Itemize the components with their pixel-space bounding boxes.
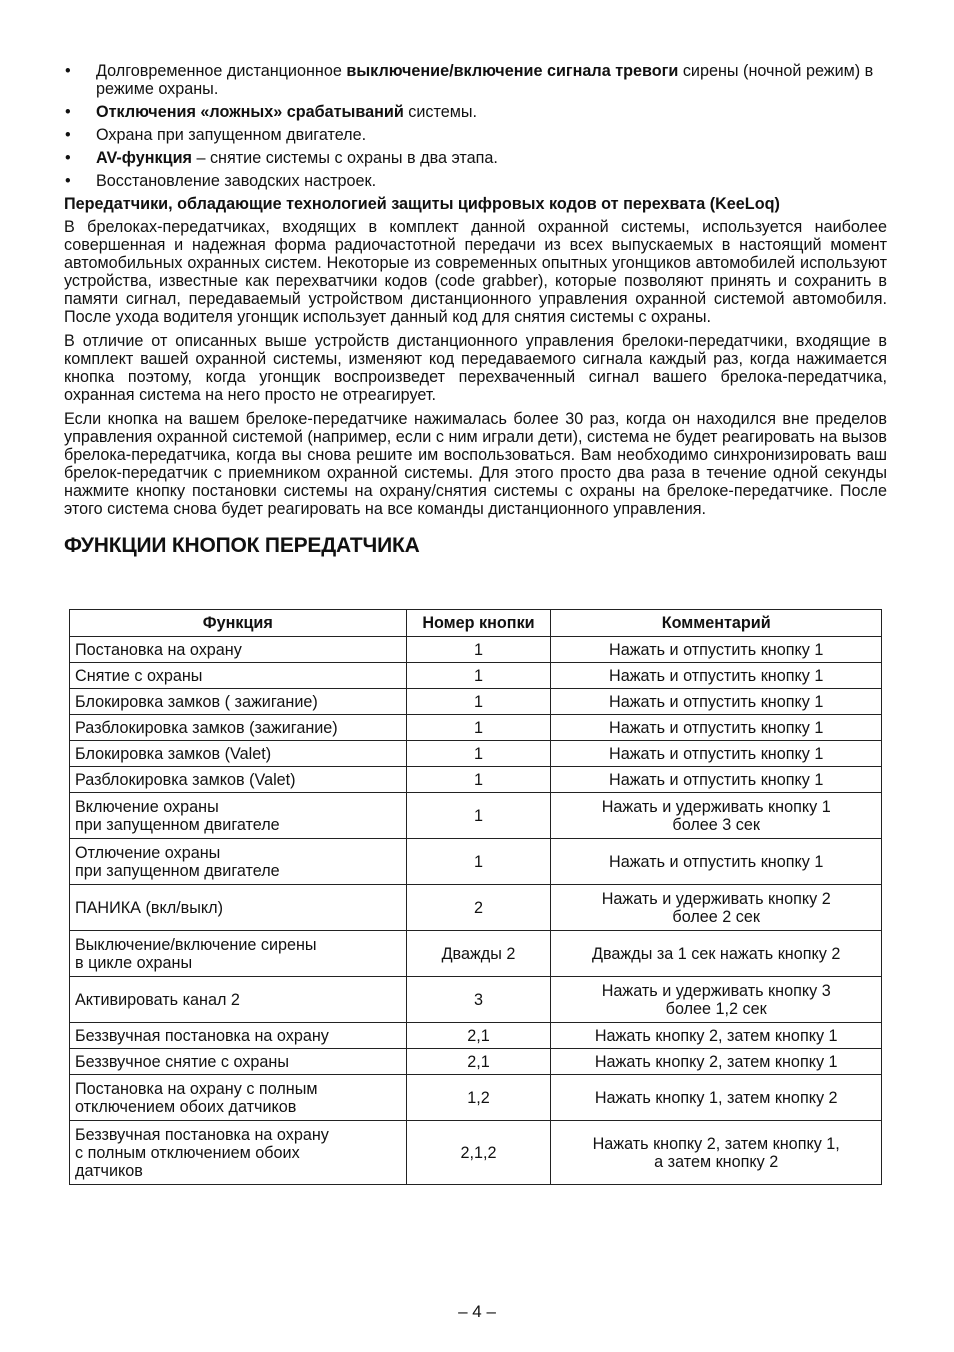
cell-comment: Нажать и отпустить кнопку 1 bbox=[551, 637, 882, 663]
cell-function: ПАНИКА (вкл/выкл) bbox=[70, 885, 407, 931]
cell-comment: Нажать и удерживать кнопку 3 более 1,2 сек bbox=[551, 977, 882, 1023]
cell-comment: Дважды за 1 сек нажать кнопку 2 bbox=[551, 931, 882, 977]
section-title: ФУНКЦИИ КНОПОК ПЕРЕДАТЧИКА bbox=[64, 534, 420, 557]
cell-button-number: 1 bbox=[406, 637, 551, 663]
cell-comment: Нажать и удерживать кнопку 2 более 2 сек bbox=[551, 885, 882, 931]
keeloq-subheading: Передатчики, обладающие технологией защиты цифровых кодов от перехвата (KeeLoq) bbox=[64, 195, 780, 213]
cell-button-number: 3 bbox=[406, 977, 551, 1023]
cell-function: Беззвучное снятие с охраны bbox=[70, 1049, 407, 1075]
table-row bbox=[70, 977, 882, 1023]
table-row bbox=[70, 1075, 882, 1121]
feature-list bbox=[64, 62, 887, 190]
header-function: Функция bbox=[70, 610, 407, 637]
cell-function: Беззвучная постановка на охрану bbox=[70, 1023, 407, 1049]
table-row bbox=[70, 715, 882, 741]
paragraph-keeloq-intro: В брелоках-передатчиках, входящих в комплект данной охранной системы, используется наиболее совершенная и надежная форма радиочастотной передачи из всех выпускаемых в настоящий момент автомобильных охранных систем. Некоторые из современных опытных угонщиков автомобилей используют устройства, известные как перехватчики кодов (code grabber), которые позволяют принять и сохранить в памяти сигнал, передаваемый устройством дистанционного управления охранной системой автомобиля. После ухода водителя угонщик использует данный код для снятия системы с охраны. bbox=[64, 218, 887, 326]
cell-button-number: Дважды 2 bbox=[406, 931, 551, 977]
cell-comment: Нажать и отпустить кнопку 1 bbox=[551, 689, 882, 715]
list-item: • Восстановление заводских настроек. bbox=[65, 172, 377, 190]
cell-comment: Нажать и отпустить кнопку 1 bbox=[551, 663, 882, 689]
list-item: • Долговременное дистанционное выключение/включение сигнала тревоги сирены (ночной режим) в режиме охраны. bbox=[65, 62, 874, 98]
table-row bbox=[70, 931, 882, 977]
bullet-icon: • bbox=[65, 62, 71, 80]
cell-button-number: 1 bbox=[406, 663, 551, 689]
cell-comment: Нажать кнопку 2, затем кнопку 1 bbox=[551, 1023, 882, 1049]
cell-function: Включение охраны при запущенном двигателе bbox=[70, 793, 407, 839]
table-row bbox=[70, 1049, 882, 1075]
cell-comment: Нажать и отпустить кнопку 1 bbox=[551, 767, 882, 793]
document-page bbox=[64, 62, 887, 566]
cell-function: Снятие с охраны bbox=[70, 663, 407, 689]
cell-button-number: 2 bbox=[406, 885, 551, 931]
table-body bbox=[70, 637, 882, 1185]
bullet-icon: • bbox=[65, 172, 71, 190]
bullet-icon: • bbox=[65, 149, 71, 167]
header-comment: Комментарий bbox=[551, 610, 882, 637]
cell-function: Беззвучная постановка на охрану с полным отключением обоих датчиков bbox=[70, 1121, 407, 1185]
paragraph-synchronization: Если кнопка на вашем брелоке-передатчике нажималась более 30 раз, когда он находился вне пределов управления охранной системой (например, если с ним играли дети), система не будет реагировать на вызов брелока-передатчика, когда вы снова решите им воспользоваться. Вам необходимо синхронизировать ваш брелок-передатчик с приемником охранной системы. Для этого просто два раза в течение одной секунды нажмите кнопку постановки системы на охрану/снятия системы с охраны на брелоке-передатчике. После этого система снова будет реагировать на все команды дистанционного управления. bbox=[64, 410, 887, 518]
cell-function: Разблокировка замков (зажигание) bbox=[70, 715, 407, 741]
cell-comment: Нажать и отпустить кнопку 1 bbox=[551, 839, 882, 885]
table-row bbox=[70, 767, 882, 793]
cell-comment: Нажать кнопку 2, затем кнопку 1, а затем кнопку 2 bbox=[551, 1121, 882, 1185]
cell-button-number: 2,1 bbox=[406, 1023, 551, 1049]
cell-function: Отлючение охраны при запущенном двигателе bbox=[70, 839, 407, 885]
cell-comment: Нажать кнопку 2, затем кнопку 1 bbox=[551, 1049, 882, 1075]
cell-button-number: 1 bbox=[406, 741, 551, 767]
table-row bbox=[70, 839, 882, 885]
table-header-row bbox=[70, 610, 882, 637]
list-item: • Отключения «ложных» срабатываний системы. bbox=[65, 103, 478, 121]
bullet-icon: • bbox=[65, 126, 71, 144]
cell-comment: Нажать и отпустить кнопку 1 bbox=[551, 715, 882, 741]
cell-function: Активировать канал 2 bbox=[70, 977, 407, 1023]
cell-button-number: 1 bbox=[406, 715, 551, 741]
list-item: • AV-функция – снятие системы с охраны в два этапа. bbox=[65, 149, 498, 167]
list-item: • Охрана при запущенном двигателе. bbox=[65, 126, 367, 144]
cell-function: Постановка на охрану с полным отключением обоих датчиков bbox=[70, 1075, 407, 1121]
cell-function: Блокировка замков (Valet) bbox=[70, 741, 407, 767]
table-row bbox=[70, 1121, 882, 1185]
table-row bbox=[70, 663, 882, 689]
cell-comment: Нажать кнопку 1, затем кнопку 2 bbox=[551, 1075, 882, 1121]
cell-button-number: 1,2 bbox=[406, 1075, 551, 1121]
page-number: – 4 – bbox=[458, 1302, 496, 1321]
cell-function: Постановка на охрану bbox=[70, 637, 407, 663]
cell-button-number: 1 bbox=[406, 767, 551, 793]
table-row bbox=[70, 637, 882, 663]
cell-button-number: 2,1,2 bbox=[406, 1121, 551, 1185]
cell-comment: Нажать и удерживать кнопку 1 более 3 сек bbox=[551, 793, 882, 839]
header-button-number: Номер кнопки bbox=[406, 610, 551, 637]
button-functions-table bbox=[69, 609, 882, 1185]
cell-function: Выключение/включение сирены в цикле охраны bbox=[70, 931, 407, 977]
cell-function: Блокировка замков ( зажигание) bbox=[70, 689, 407, 715]
paragraph-rolling-code: В отличие от описанных выше устройств дистанционного управления брелоки-передатчики, входящие в комплект вашей охранной системы, изменяют код передаваемого сигнала каждый раз, когда нажимается кнопка поэтому, когда угонщик воспроизведет перехваченный сигнал вашего брелока-передатчика, охранная система на него просто не отреагирует. bbox=[64, 332, 887, 404]
table-row bbox=[70, 741, 882, 767]
cell-button-number: 1 bbox=[406, 793, 551, 839]
table-row bbox=[70, 689, 882, 715]
cell-function: Разблокировка замков (Valet) bbox=[70, 767, 407, 793]
bullet-icon: • bbox=[65, 103, 71, 121]
cell-button-number: 1 bbox=[406, 839, 551, 885]
table-row bbox=[70, 1023, 882, 1049]
cell-comment: Нажать и отпустить кнопку 1 bbox=[551, 741, 882, 767]
table-row bbox=[70, 885, 882, 931]
table-row bbox=[70, 793, 882, 839]
cell-button-number: 1 bbox=[406, 689, 551, 715]
cell-button-number: 2,1 bbox=[406, 1049, 551, 1075]
